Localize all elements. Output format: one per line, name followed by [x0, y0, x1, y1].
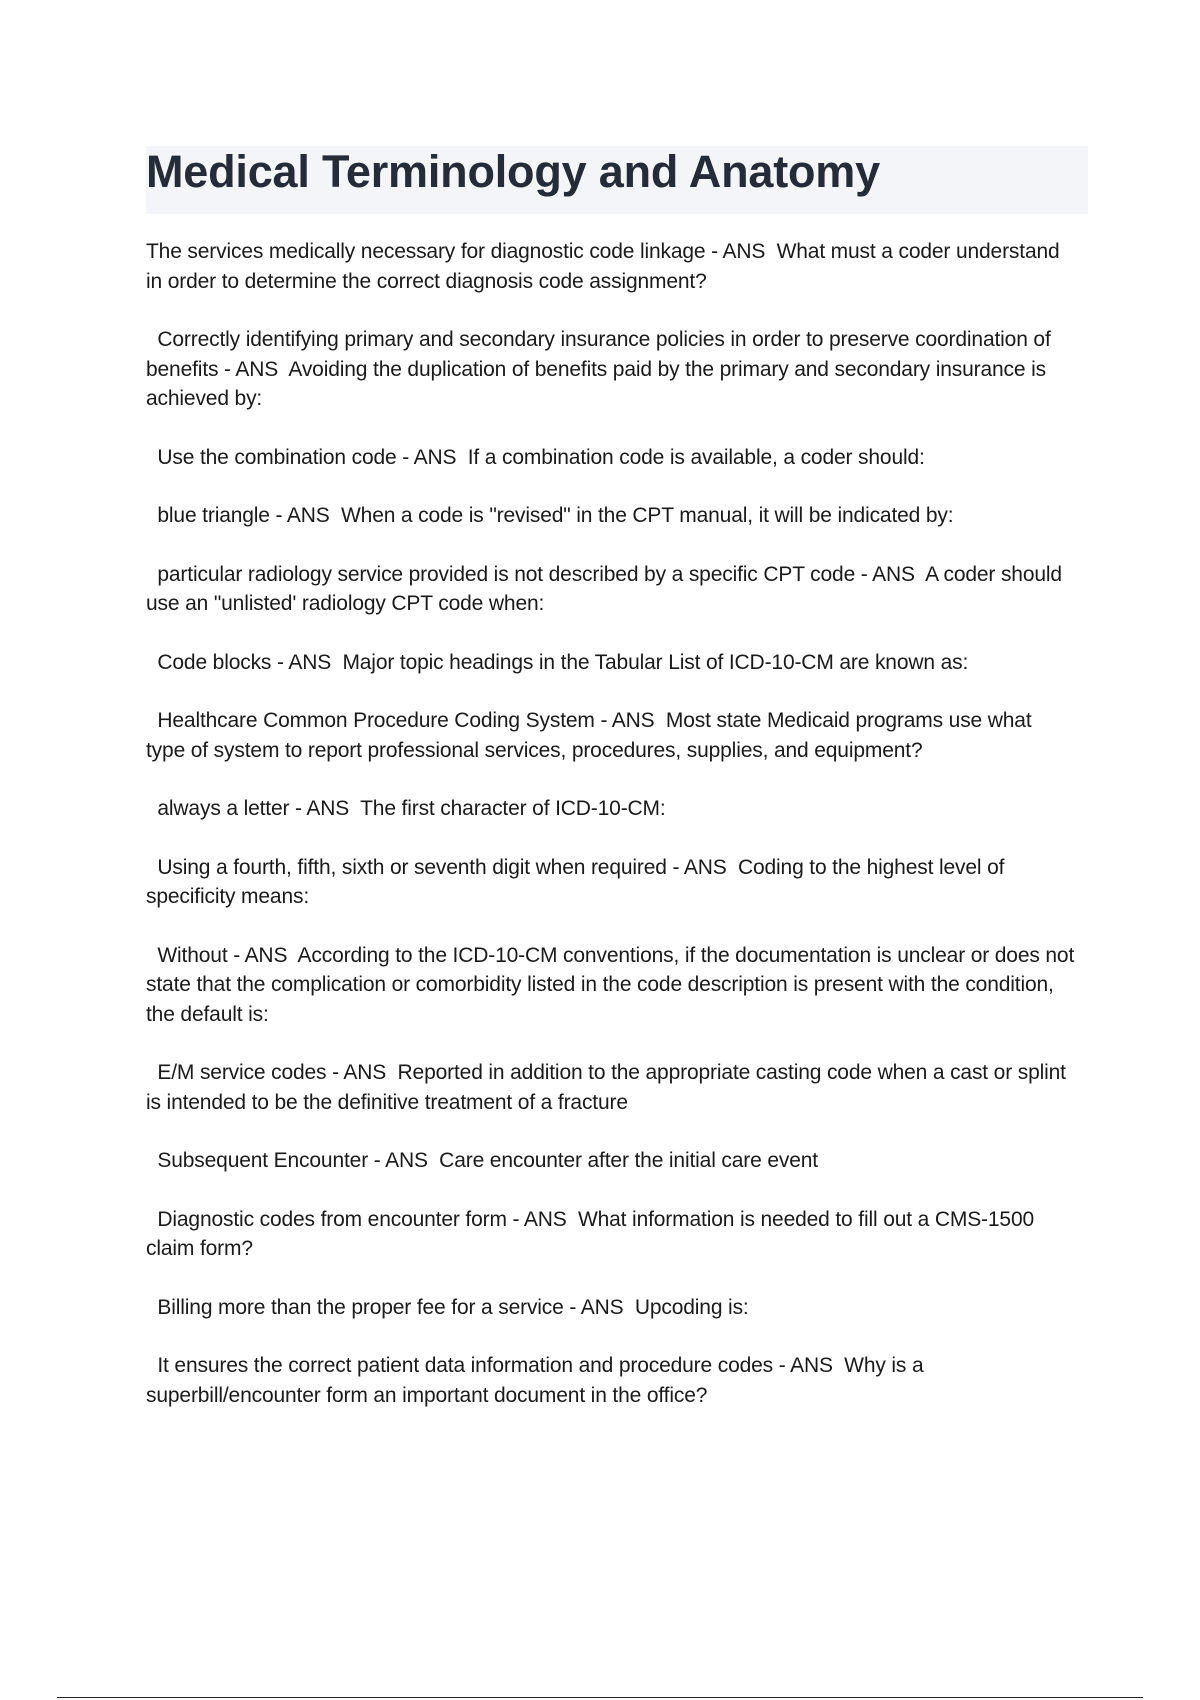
qa-item: blue triangle - ANS When a code is "revised" in the CPT manual, it will be indicated by: — [146, 504, 954, 527]
qa-item: Use the combination code - ANS If a combination code is available, a coder should: — [146, 445, 925, 469]
qa-item: always a letter - ANS The first character of ICD-10-CM: — [146, 797, 666, 820]
footer-divider — [57, 1697, 1143, 1698]
qa-item: Without - ANS According to the ICD-10-CM conventions, if the documentation is unclear or does not state that the complication or comorbidity listed in the code description is present with the condition, the default is: — [146, 943, 1080, 1026]
qa-item: Correctly identifying primary and secondary insurance policies in order to preserve coordination of benefits - ANS Avoiding the duplication of benefits paid by the primary and secondary insurance is achieved by: — [146, 328, 1057, 410]
qa-item: Diagnostic codes from encounter form - ANS What information is needed to fill out a CMS-1500 claim form? — [146, 1207, 1040, 1260]
qa-list — [146, 237, 1080, 1439]
qa-item: E/M service codes - ANS Reported in addition to the appropriate casting code when a cast or splint is intended to be the definitive treatment of a fracture — [146, 1061, 1072, 1114]
qa-item: The services medically necessary for diagnostic code linkage - ANS What must a coder understand in order to determine the correct diagnosis code assignment? — [146, 240, 1066, 293]
qa-item: It ensures the correct patient data information and procedure codes - ANS Why is a superbill/encounter form an important document in the office? — [146, 1354, 930, 1407]
qa-item: Code blocks - ANS Major topic headings in the Tabular List of ICD-10-CM are known as: — [146, 650, 969, 674]
qa-item: Subsequent Encounter - ANS Care encounter after the initial care event — [146, 1149, 818, 1172]
document-title: Medical Terminology and Anatomy — [146, 146, 880, 197]
qa-item: Using a fourth, fifth, sixth or seventh digit when required - ANS Coding to the highest level of specificity means: — [146, 855, 1010, 908]
qa-item: Billing more than the proper fee for a service - ANS Upcoding is: — [146, 1295, 749, 1319]
qa-item: Healthcare Common Procedure Coding System - ANS Most state Medicaid programs use what type of system to report professional services, procedures, supplies, and equipment? — [146, 709, 1038, 762]
qa-item: particular radiology service provided is not described by a specific CPT code - ANS A coder should use an "unlisted' radiology CPT code when: — [146, 562, 1068, 615]
